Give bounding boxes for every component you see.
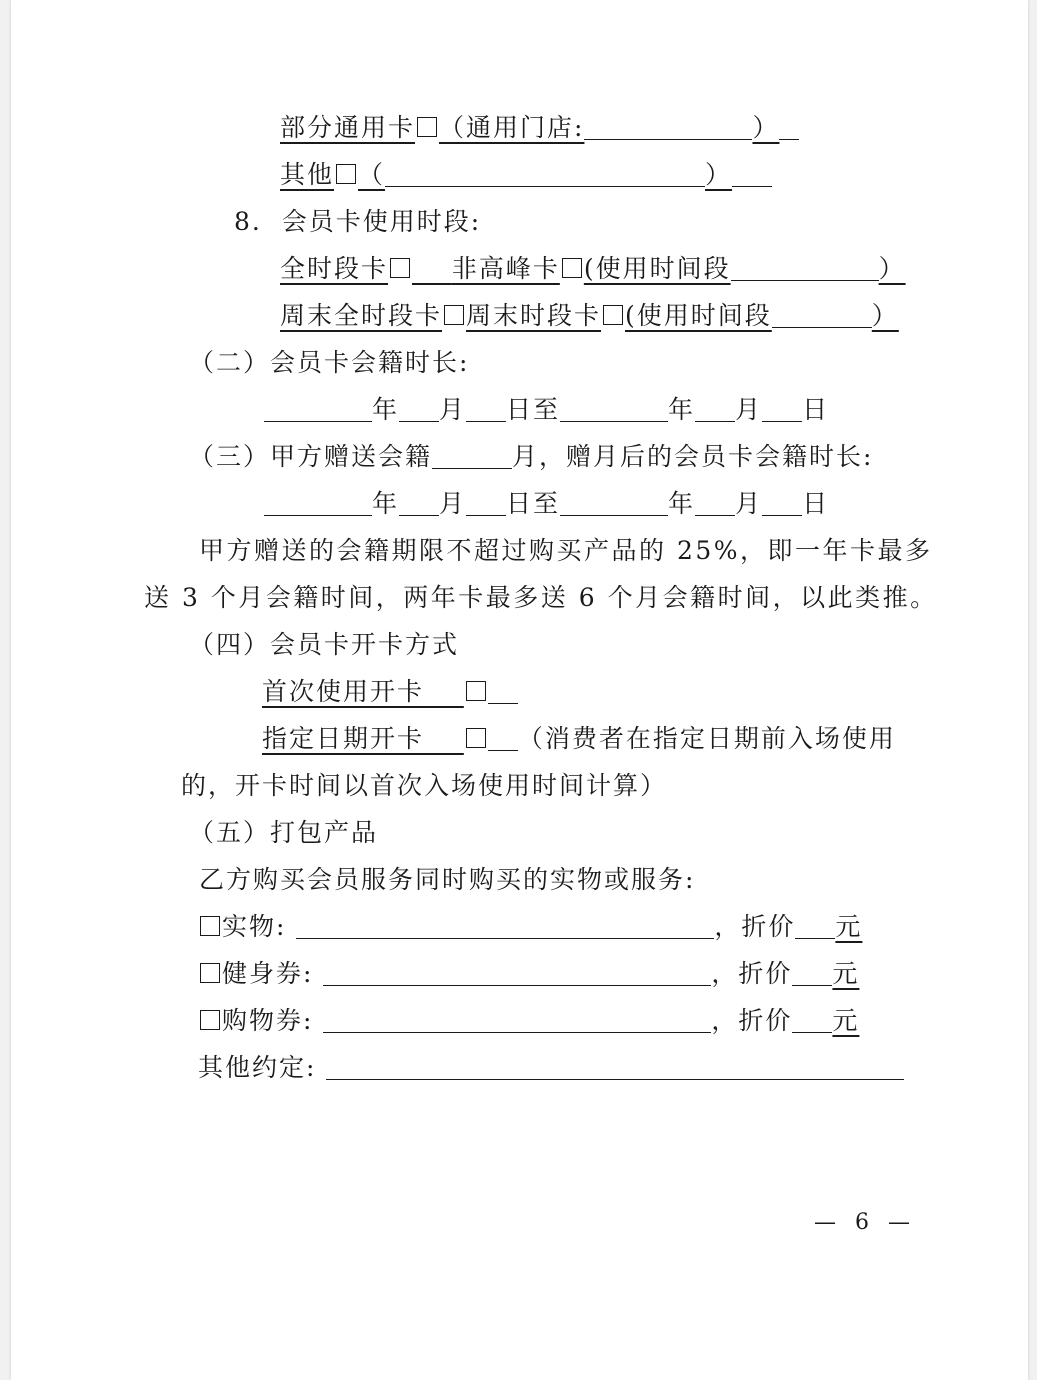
start-day-blank[interactable] bbox=[466, 393, 506, 422]
gift-start-day-blank[interactable] bbox=[466, 487, 506, 516]
fixed-date-tail bbox=[488, 722, 518, 751]
document-page bbox=[11, 0, 1028, 1380]
first-use-checkbox[interactable] bbox=[466, 681, 486, 701]
year-label: 年 bbox=[668, 489, 696, 518]
other-card-label: 其他 bbox=[280, 160, 335, 189]
month-label: 月 bbox=[439, 489, 467, 518]
membership-duration-line bbox=[264, 392, 829, 428]
partial-card-checkbox[interactable] bbox=[417, 117, 437, 137]
section-four-heading: （四）会员卡开卡方式 bbox=[189, 630, 460, 659]
usage-period-title: 会员卡使用时段: bbox=[281, 207, 482, 236]
weekend-period-label: 周末时段卡 bbox=[466, 301, 602, 330]
other-tail-blank bbox=[732, 158, 772, 187]
partial-card-label: 部分通用卡 bbox=[280, 113, 416, 142]
fitness-discount-blank[interactable] bbox=[792, 957, 832, 986]
partial-store-blank[interactable] bbox=[584, 111, 752, 140]
discount-label: ，折价 bbox=[714, 912, 796, 941]
gift-months-blank[interactable] bbox=[432, 440, 512, 469]
day-to-label: 日至 bbox=[506, 489, 561, 518]
other-card-blank[interactable] bbox=[385, 158, 705, 187]
fixed-date-note-1: （消费者在指定日期前入场使用 bbox=[517, 724, 896, 753]
year-label: 年 bbox=[372, 489, 400, 518]
section-number: 8. bbox=[234, 207, 262, 236]
currency-label: 元 bbox=[832, 959, 860, 988]
gift-end-month-blank[interactable] bbox=[695, 487, 735, 516]
fitness-voucher-label: 健身券: bbox=[222, 959, 314, 988]
currency-label: 元 bbox=[832, 1006, 860, 1035]
month-label: 月 bbox=[735, 395, 763, 424]
other-card-line bbox=[280, 157, 772, 193]
other-agreement-line bbox=[198, 1050, 904, 1086]
bundle-item-shopping-voucher bbox=[198, 1003, 859, 1039]
gift-membership-label: （三）甲方赠送会籍 bbox=[189, 442, 433, 471]
weekend-period-checkbox[interactable] bbox=[603, 305, 623, 325]
start-month-blank[interactable] bbox=[399, 393, 439, 422]
discount-label: ，折价 bbox=[711, 959, 793, 988]
other-agreement-blank[interactable] bbox=[326, 1051, 904, 1080]
partial-paren-close: ） bbox=[752, 113, 780, 142]
shopping-discount-blank[interactable] bbox=[792, 1004, 832, 1033]
gift-note-line-2: 送 3 个月会籍时间，两年卡最多送 6 个月会籍时间，以此类推。 bbox=[144, 583, 938, 612]
year-label: 年 bbox=[372, 395, 400, 424]
gift-end-day-blank[interactable] bbox=[762, 487, 802, 516]
gift-start-year-blank[interactable] bbox=[264, 487, 372, 516]
weekend-usage-time-close: ） bbox=[871, 301, 899, 330]
weekend-full-checkbox[interactable] bbox=[444, 305, 464, 325]
fitness-voucher-checkbox[interactable] bbox=[200, 963, 220, 983]
fixed-date-note-line-2: 的，开卡时间以首次入场使用时间计算） bbox=[181, 771, 668, 800]
shopping-voucher-checkbox[interactable] bbox=[200, 1010, 220, 1030]
bundle-intro: 乙方购买会员服务同时购买的实物或服务: bbox=[199, 865, 696, 894]
day-to-label: 日至 bbox=[506, 395, 561, 424]
first-use-tail bbox=[488, 675, 518, 704]
gift-start-month-blank[interactable] bbox=[399, 487, 439, 516]
end-day-blank[interactable] bbox=[762, 393, 802, 422]
full-time-checkbox[interactable] bbox=[390, 258, 410, 278]
end-year-blank[interactable] bbox=[560, 393, 668, 422]
weekend-usage-time-label: (使用时间段 bbox=[625, 301, 772, 330]
partial-card-line bbox=[280, 110, 799, 146]
bundle-item-fitness-voucher bbox=[198, 956, 859, 992]
physical-label: 实物: bbox=[222, 912, 287, 941]
off-peak-time-blank[interactable] bbox=[731, 252, 879, 281]
first-use-label: 首次使用开卡 bbox=[262, 677, 425, 706]
other-agreement-label: 其他约定: bbox=[198, 1053, 317, 1082]
discount-label: ，折价 bbox=[711, 1006, 793, 1035]
shopping-voucher-label: 购物券: bbox=[222, 1006, 314, 1035]
off-peak-checkbox[interactable] bbox=[562, 258, 582, 278]
year-label: 年 bbox=[668, 395, 696, 424]
fixed-date-label: 指定日期开卡 bbox=[262, 724, 425, 753]
off-peak-label: 非高峰卡 bbox=[451, 254, 560, 283]
currency-label: 元 bbox=[835, 912, 863, 941]
shopping-voucher-blank[interactable] bbox=[323, 1004, 711, 1033]
full-time-line bbox=[280, 251, 906, 287]
full-time-label: 全时段卡 bbox=[280, 254, 389, 283]
weekend-line bbox=[280, 298, 899, 334]
physical-blank[interactable] bbox=[296, 910, 714, 939]
physical-discount-blank[interactable] bbox=[795, 910, 835, 939]
fixed-date-line bbox=[262, 721, 896, 757]
other-paren-open: （ bbox=[358, 160, 386, 189]
partial-store-label: （通用门店: bbox=[439, 113, 585, 142]
end-month-blank[interactable] bbox=[695, 393, 735, 422]
section-three-heading bbox=[189, 439, 873, 475]
start-year-blank[interactable] bbox=[264, 393, 372, 422]
gift-duration-line bbox=[264, 486, 829, 522]
month-label: 月 bbox=[439, 395, 467, 424]
section-five-heading: （五）打包产品 bbox=[189, 818, 379, 847]
gift-end-year-blank[interactable] bbox=[560, 487, 668, 516]
first-use-line bbox=[262, 674, 518, 710]
bundle-item-physical bbox=[198, 909, 862, 945]
page-number: — 6 — bbox=[814, 1210, 916, 1235]
usage-time-close: ） bbox=[878, 254, 906, 283]
day-label: 日 bbox=[802, 489, 830, 518]
usage-period-heading bbox=[234, 204, 481, 240]
weekend-full-label: 周末全时段卡 bbox=[280, 301, 443, 330]
fitness-voucher-blank[interactable] bbox=[323, 957, 711, 986]
weekend-time-blank[interactable] bbox=[772, 299, 872, 328]
gift-note-line-1: 甲方赠送的会籍期限不超过购买产品的 25%，即一年卡最多 bbox=[199, 536, 933, 565]
other-card-checkbox[interactable] bbox=[336, 164, 356, 184]
physical-checkbox[interactable] bbox=[200, 916, 220, 936]
other-paren-close: ） bbox=[705, 160, 733, 189]
gift-duration-label: 月，赠月后的会员卡会籍时长: bbox=[512, 442, 874, 471]
partial-tail-blank bbox=[779, 111, 799, 140]
month-label: 月 bbox=[735, 489, 763, 518]
section-two-heading: （二）会员卡会籍时长: bbox=[189, 348, 470, 377]
day-label: 日 bbox=[802, 395, 830, 424]
usage-time-label: (使用时间段 bbox=[583, 254, 731, 283]
fixed-date-checkbox[interactable] bbox=[466, 728, 486, 748]
